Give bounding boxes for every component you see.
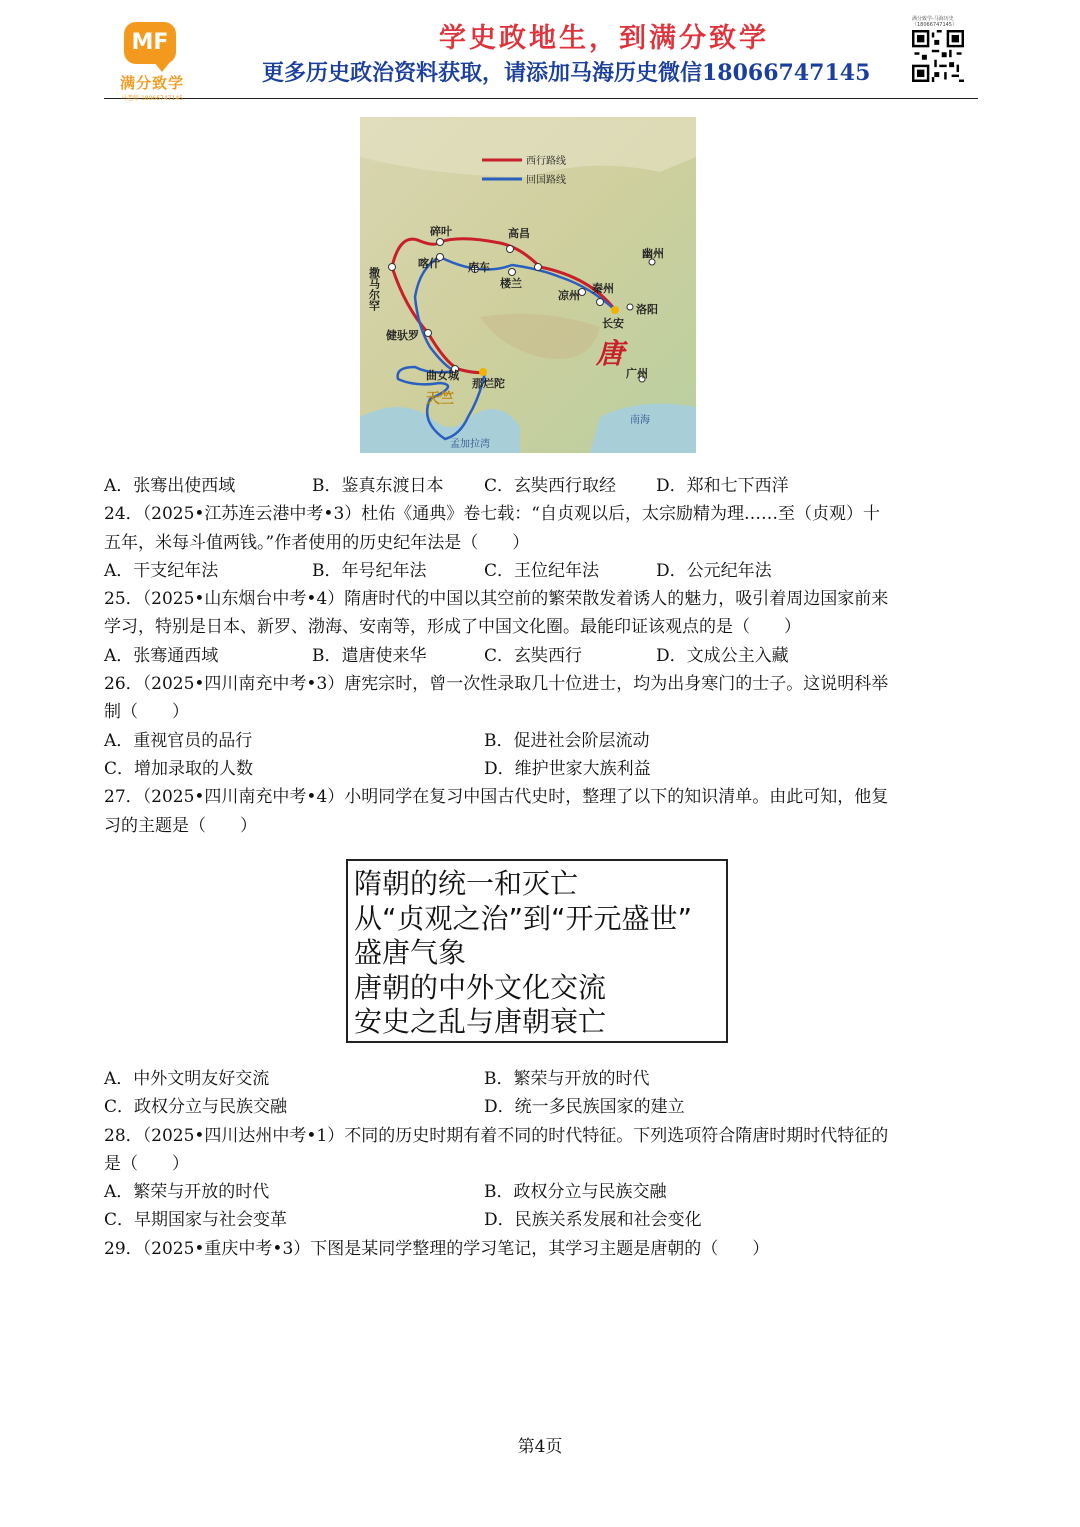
- q29-stem: 29．（2025•重庆中考•3）下图是某同学整理的学习笔记，其学习主题是唐朝的（ ）: [104, 1238, 770, 1259]
- q28-option-d[interactable]: D．民族关系发展和社会变化: [484, 1210, 702, 1231]
- place-qinzhou: 秦州: [592, 282, 614, 295]
- knowledge-item: 隋朝的统一和灭亡: [354, 867, 579, 900]
- place-nalanda: 那烂陀: [472, 377, 505, 390]
- place-samarkand: 撒马尔罕: [367, 267, 381, 311]
- qr-code: [912, 16, 972, 86]
- logo-name: 满分致学: [119, 74, 184, 92]
- q24-option-a[interactable]: A．干支纪年法: [104, 560, 219, 581]
- q28-option-c[interactable]: C．早期国家与社会变革: [104, 1210, 288, 1231]
- q27-stem-2: 习的主题是（ ）: [104, 815, 257, 836]
- q23-option-b[interactable]: B．鉴真东渡日本: [312, 476, 444, 496]
- q25-options: [104, 642, 978, 670]
- q27-options-row-2: [104, 1093, 978, 1121]
- place-youzhou: 幽州: [642, 247, 664, 260]
- knowledge-item: 唐朝的中外文化交流: [354, 970, 607, 1004]
- q24-option-b[interactable]: B．年号纪年法: [312, 560, 427, 581]
- q24-options: [104, 557, 978, 585]
- changan-marker: [611, 306, 619, 314]
- q28-option-b[interactable]: B．政权分立与民族交融: [484, 1182, 667, 1203]
- header-contact: 更多历史政治资料获取，请添加马海历史微信18066747145: [262, 60, 871, 86]
- qr-code-icon: [912, 30, 964, 82]
- q26-option-b[interactable]: B．促进社会阶层流动: [484, 730, 650, 751]
- q27-option-d[interactable]: D．统一多民族国家的建立: [484, 1097, 685, 1118]
- qr-caption: 满分致学-马海历史（18066747145）: [912, 16, 957, 28]
- q28-option-a[interactable]: A．繁荣与开放的时代: [104, 1182, 270, 1203]
- knowledge-item: 从“贞观之治”到“开元盛世”: [354, 901, 693, 935]
- nalanda-marker: [479, 368, 487, 376]
- q26-option-d[interactable]: D．维护世家大族利益: [484, 758, 651, 779]
- questions-part-2: [104, 1065, 978, 1263]
- header-slogan: 学史政地生，到满分致学: [439, 23, 769, 54]
- q23-option-a[interactable]: A．张骞出使西域: [104, 476, 236, 496]
- q27-option-c[interactable]: C．政权分立与民族交融: [104, 1097, 288, 1118]
- q26-stem-1: 26．（2025•四川南充中考•3）唐宪宗时，曾一次性录取几十位进士，均为出身寒门的士子。这说明科举: [104, 674, 889, 695]
- q23-options: [104, 472, 978, 500]
- q26-option-a[interactable]: A．重视官员的品行: [104, 730, 253, 751]
- brand-logo: [114, 22, 190, 102]
- q26-stem-2: 制（ ）: [104, 702, 189, 723]
- place-south-sea: 南海: [630, 415, 650, 426]
- legend-return: 回国路线: [526, 175, 566, 186]
- q27-knowledge-list: [346, 859, 728, 1043]
- place-changan: 长安: [602, 317, 624, 330]
- place-bay-of-bengal: 孟加拉湾: [450, 439, 490, 450]
- place-gaochang: 高昌: [508, 227, 530, 240]
- q28-options-row-1: [104, 1178, 978, 1206]
- q25-option-d[interactable]: D．文成公主入藏: [656, 645, 789, 666]
- q24-option-d[interactable]: D．公元纪年法: [656, 560, 772, 581]
- place-luoyang: 洛阳: [636, 303, 658, 316]
- place-guangzhou: 广州: [626, 367, 648, 380]
- q28-stem-1: 28．（2025•四川达州中考•1）不同的历史时期有着不同的时代特征。下列选项符合隋唐时期时代特征的: [104, 1125, 889, 1146]
- logo-sub: 马老师 18066747145: [121, 95, 183, 102]
- page-number: 第4页: [517, 1437, 563, 1457]
- q27-options-row-1: [104, 1065, 978, 1093]
- place-kashgar: 喀什: [418, 257, 440, 270]
- q25-stem-1: 25．（2025•山东烟台中考•4）隋唐时代的中国以其空前的繁荣散发着诱人的魅力，吸引着周边国家前来: [104, 589, 889, 610]
- xuanzang-route-map: [360, 117, 696, 453]
- q26-options-row-1: [104, 727, 978, 755]
- place-gandhara: 健驮罗: [386, 329, 419, 342]
- q25-stem-2: 学习，特别是日本、新罗、渤海、安南等，形成了中国文化圈。最能印证该观点的是（ ）: [104, 617, 801, 638]
- q28-stem-2: 是（ ）: [104, 1153, 189, 1174]
- q26-options-row-2: [104, 755, 978, 783]
- place-tang: 唐: [596, 337, 625, 370]
- q24-stem-2: 五年，米每斗值两钱。”作者使用的历史纪年法是（ ）: [104, 532, 530, 553]
- q27-option-b[interactable]: B．繁荣与开放的时代: [484, 1069, 650, 1089]
- q28-options-row-2: [104, 1206, 978, 1234]
- luoyang-marker: [627, 304, 633, 310]
- q24-stem-1: 24．（2025•江苏连云港中考•3）杜佑《通典》卷七载：“自贞观以后，太宗励精为理……至（贞观）十: [104, 504, 880, 525]
- q26-option-c[interactable]: C．增加录取的人数: [104, 758, 254, 779]
- place-kucha: 库车: [468, 261, 490, 274]
- place-loulan: 楼兰: [500, 277, 522, 290]
- place-liangzhou: 凉州: [558, 289, 580, 302]
- q24-option-c[interactable]: C．王位纪年法: [484, 560, 600, 581]
- q25-option-a[interactable]: A．张骞通西域: [104, 645, 219, 666]
- questions-part-1: [104, 472, 978, 840]
- place-tianzhu: 天竺: [426, 391, 454, 407]
- q27-stem-1: 27．（2025•四川南充中考•4）小明同学在复习中国古代史时，整理了以下的知识清单。由此可知，他复: [104, 787, 889, 808]
- place-kannauj: 曲女城: [426, 369, 459, 382]
- q25-option-b[interactable]: B．遣唐使来华: [312, 645, 427, 666]
- place-suiye: 碎叶: [430, 225, 452, 238]
- knowledge-item: 安史之乱与唐朝衰亡: [354, 1005, 607, 1038]
- knowledge-item: 盛唐气象: [354, 936, 467, 969]
- logo-badge: MF: [124, 22, 176, 64]
- q23-option-c[interactable]: C．玄奘西行取经: [484, 476, 617, 496]
- q27-option-a[interactable]: A．中外文明友好交流: [104, 1069, 270, 1089]
- page-header: [104, 10, 978, 102]
- q23-option-d[interactable]: D．郑和七下西洋: [656, 476, 789, 496]
- q25-option-c[interactable]: C．玄奘西行: [484, 645, 583, 666]
- legend-west: 西行路线: [526, 156, 566, 167]
